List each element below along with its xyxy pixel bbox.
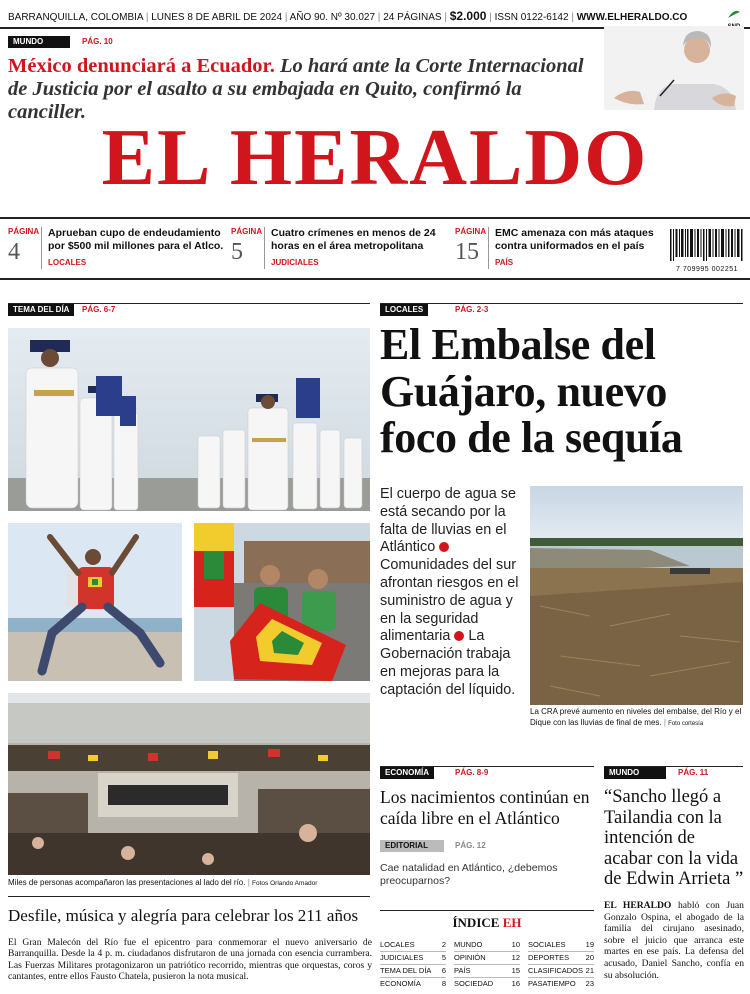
index-entry-name: OPINIÓN	[454, 953, 486, 962]
index-entry[interactable]	[528, 952, 594, 965]
parade-photo	[8, 328, 370, 511]
snd-leaf-icon	[727, 10, 741, 19]
newspaper-logo[interactable]: EL HERALDO	[101, 114, 649, 202]
economia-page: PÁG. 8-9	[455, 768, 489, 777]
masthead-bar: BARRANQUILLA, COLOMBIA | LUNES 8 DE ABRIL DE 2024 | AÑO 90. Nº 30.027 | 24 PÁGINAS | $2.000 | ISSN 0122-6142 | WWW.ELHERALDO.CO	[8, 9, 688, 23]
index-entry-page: 5	[441, 953, 446, 962]
chancellor-photo	[604, 26, 744, 110]
index-entry-page: 10	[511, 940, 520, 949]
main-photo-credit: Foto cortesía	[668, 720, 704, 727]
index-entry-name: SOCIALES	[528, 940, 566, 949]
index-entry-name: JUDICIALES	[380, 953, 424, 962]
main-story-headline[interactable]: El Embalse del Guájaro, nuevo foco de la sequía	[380, 320, 683, 462]
mundo-tag[interactable]: MUNDO	[604, 767, 666, 779]
main-story-page: PÁG. 2-3	[455, 305, 489, 314]
mundo-body	[604, 900, 744, 981]
index-entry-page: 16	[511, 979, 520, 988]
index-entry-page: 15	[511, 966, 520, 975]
main-photo-caption-text: La CRA prevé aumento en niveles del embalse, del Río y el Dique con las lluvias de final de mes.	[530, 707, 742, 727]
index-entry-name: DEPORTES	[528, 953, 570, 962]
index-entry-page: 12	[511, 953, 520, 962]
main-story-tag[interactable]: LOCALES	[380, 304, 428, 316]
flag-couple-photo	[194, 523, 370, 681]
index-strip-divider	[41, 227, 42, 269]
barcode-icon	[670, 229, 744, 261]
index-entry-page: 23	[585, 979, 594, 988]
index-strip-item[interactable]	[8, 225, 230, 271]
index-strip-text: EMC amenaza con más ataques contra uniformados en el país	[495, 227, 654, 252]
index-entry-name: ECONOMÍA	[380, 979, 421, 988]
bullet-dot-icon	[454, 631, 464, 641]
main-story-summary-3: La Gobernación trabaja en mejoras para la captación del líquido.	[380, 628, 516, 698]
index-strip-page-label: PÁGINA	[231, 227, 263, 236]
barcode	[670, 229, 744, 273]
concert-crowd-photo	[8, 693, 370, 875]
index-entry-name: SOCIEDAD	[454, 979, 494, 988]
editorial-text[interactable]: Cae natalidad en Atlántico, ¿debemos preocuparnos?	[380, 862, 558, 887]
index-entry-name: TEMA DEL DÍA	[380, 966, 432, 975]
dry-reservoir-photo	[530, 486, 743, 705]
tema-del-dia-page: PÁG. 6-7	[82, 305, 116, 314]
index-entry-name: PAÍS	[454, 966, 471, 975]
index-strip-page-num: 4	[8, 239, 20, 265]
index-strip-divider	[264, 227, 265, 269]
jumping-child-photo	[8, 523, 182, 681]
index-box-title-text: ÍNDICE	[452, 915, 500, 930]
main-story-summary-1: El cuerpo de agua se está secando por la falta de lluvias en el Atlántico	[380, 486, 517, 556]
index-entry-page: 21	[585, 966, 594, 975]
index-box-title-mark: EH	[502, 915, 522, 930]
top-teaser-headline-red: México denunciará a Ecuador.	[8, 55, 275, 77]
main-story-summary-2: Comunidades del sur afrontan riesgos en el suministro de agua y en la seguridad alimentaria	[380, 557, 519, 645]
index-strip-page-label: PÁGINA	[8, 227, 40, 236]
index-entry[interactable]	[528, 978, 594, 990]
index-strip-text: Aprueban cupo de endeudamiento por $500 mil millones para el Atlco.	[48, 227, 224, 252]
index-entry[interactable]	[380, 965, 446, 978]
main-photo-caption: La CRA prevé aumento en niveles del embalse, del Río y el Dique con las lluvias de final de mes. | Foto cortesía	[530, 707, 742, 727]
index-entry-name: CLASIFICADOS	[528, 966, 584, 975]
masthead-date: LUNES 8 DE ABRIL DE 2024	[151, 12, 283, 23]
index-box-title	[380, 914, 594, 932]
economia-headline[interactable]: Los nacimientos continúan en caída libre en el Atlántico	[380, 787, 590, 828]
index-entry[interactable]	[380, 939, 446, 952]
index-strip-section: JUDICIALES	[271, 258, 319, 267]
index-strip-page-label: PÁGINA	[455, 227, 487, 236]
index-entry-page: 6	[441, 966, 446, 975]
index-entry[interactable]	[454, 978, 520, 990]
masthead-price: $2.000	[449, 9, 487, 23]
mundo-page: PÁG. 11	[678, 768, 709, 777]
index-entry[interactable]	[454, 939, 520, 952]
index-strip-section: LOCALES	[48, 258, 87, 267]
index-entry-name: PASATIEMPO	[528, 979, 576, 988]
index-entry[interactable]	[528, 965, 594, 978]
index-strip-item[interactable]	[231, 225, 453, 271]
index-strip-page-num: 5	[231, 239, 243, 265]
left-photo-caption: Miles de personas acompañaron las presentaciones al lado del río. | Fotos Orlando Amador	[8, 878, 318, 887]
mundo-quote[interactable]: “Sancho llegó a Tailandia con la intención de acabar con la vida de Edwin Arrieta ”	[604, 787, 744, 890]
editorial-tag[interactable]: EDITORIAL	[380, 840, 444, 852]
index-entry[interactable]	[454, 952, 520, 965]
barcode-number: 7 709995 002251	[676, 266, 738, 273]
index-strip-text: Cuatro crímenes en menos de 24 horas en el área metropolitana	[271, 227, 436, 252]
index-entry-page: 19	[585, 940, 594, 949]
index-entry-page: 2	[441, 940, 446, 949]
economia-tag[interactable]: ECONOMÍA	[380, 767, 434, 779]
index-entry-name: MUNDO	[454, 940, 483, 949]
index-entry[interactable]	[380, 952, 446, 965]
index-strip-page-num: 15	[455, 239, 479, 265]
left-photo-caption-text: Miles de personas acompañaron las presentaciones al lado del río.	[8, 878, 246, 887]
index-entry[interactable]	[528, 939, 594, 952]
index-entry-page: 20	[585, 953, 594, 962]
index-entry-name: LOCALES	[380, 940, 415, 949]
index-box-grid	[380, 939, 594, 990]
bullet-dot-icon	[439, 542, 449, 552]
index-strip-section: PAÍS	[495, 258, 514, 267]
masthead-issn: ISSN 0122-6142	[494, 12, 569, 23]
main-story-summary	[380, 486, 524, 700]
top-teaser-section-tag[interactable]: MUNDO	[8, 36, 70, 48]
index-strip-divider	[488, 227, 489, 269]
index-entry[interactable]	[380, 978, 446, 990]
mundo-body-text: habló con Juan Gonzalo Ospina, el abogado de la familia del cirujano asesinado, sobre el juicio que arranca este martes en ese país. La defensa del acusado, Daniel Sancho, confía en su absolución.	[604, 900, 744, 981]
index-strip-item[interactable]	[455, 225, 665, 271]
top-teaser-page: PÁG. 10	[82, 37, 113, 46]
masthead-city: BARRANQUILLA, COLOMBIA	[8, 12, 144, 23]
masthead-edition: AÑO 90. Nº 30.027	[289, 12, 376, 23]
tema-del-dia-tag[interactable]: TEMA DEL DÍA	[8, 304, 74, 316]
left-headline[interactable]: Desfile, música y alegría para celebrar los 211 años	[8, 906, 359, 925]
top-teaser-headline-rest: Lo hará ante la Corte Internacional de Justicia por el asalto a su embajada en Quito, confirmó la canciller.	[8, 55, 584, 123]
editorial-page: PÁG. 12	[455, 841, 486, 850]
index-entry[interactable]	[454, 965, 520, 978]
masthead-website[interactable]: WWW.ELHERALDO.CO	[576, 12, 688, 23]
left-photo-credit: Fotos Orlando Amador	[252, 880, 318, 887]
masthead-pages: 24 PÁGINAS	[383, 12, 442, 23]
mundo-body-lead: EL HERALDO	[604, 900, 672, 911]
index-entry-page: 8	[441, 979, 446, 988]
snd-badge	[724, 6, 744, 24]
left-body: El Gran Malecón del Río fue el epicentro para conmemorar el nuevo aniversario de Barranquilla. Desde la 4 p. m. ciudadanos disfrutaron de una jornada con esencia currambera. Las Fuerzas Militares protagonizaron un patriótico recorrido, mientras que orquestas, coros y cantantes, entre ellos Fausto Chatela, pusieron la nota musical.	[8, 937, 372, 983]
